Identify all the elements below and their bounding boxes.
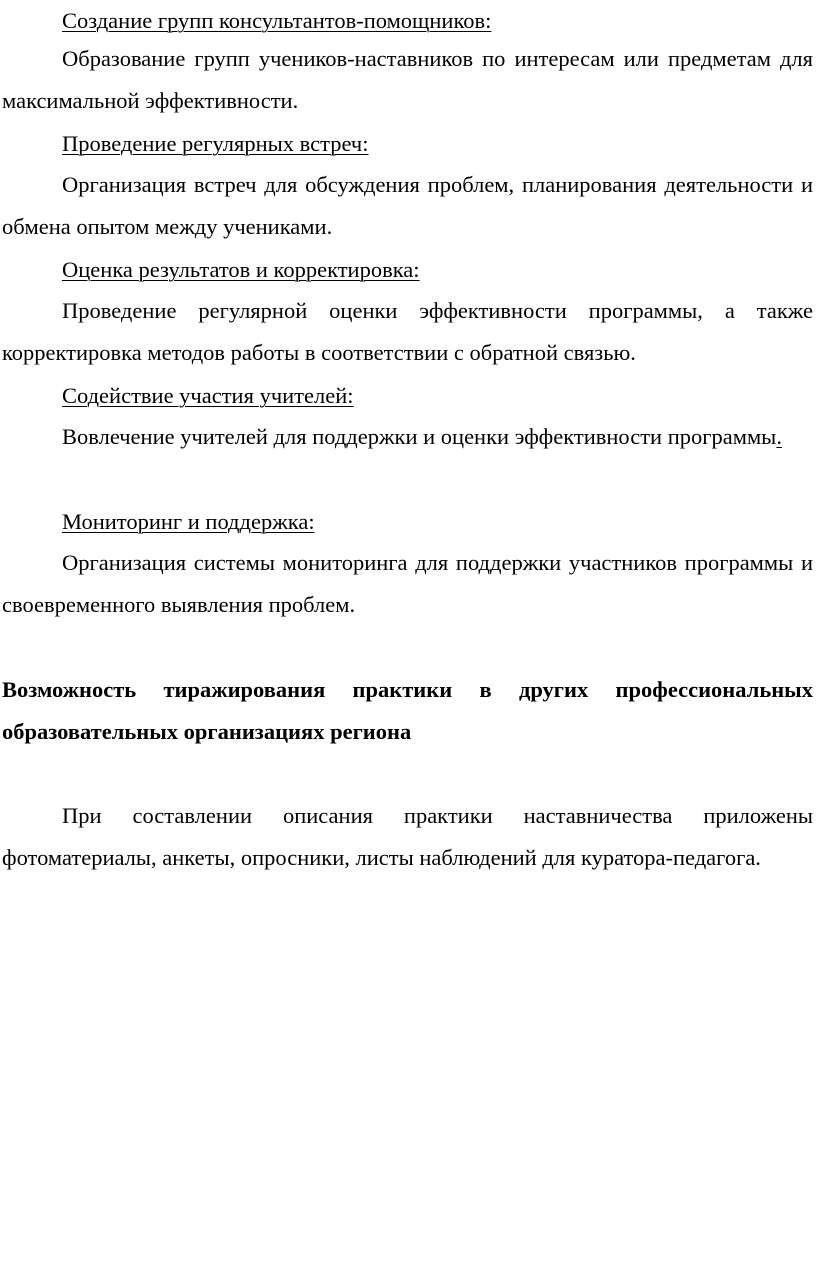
section-text-teacher-participation	[2, 416, 813, 458]
section-heading-regular-meetings: Проведение регулярных встреч:	[62, 131, 369, 156]
section-text-monitoring: Организация системы мониторинга для поддержки участников программы и своевременного выявления проблем.	[2, 550, 813, 617]
section-heading-teacher-participation: Содействие участия учителей:	[62, 383, 354, 408]
section-text-regular-meetings: Организация встреч для обсуждения проблем, планирования деятельности и обмена опытом между учениками.	[2, 172, 813, 239]
section-heading-evaluation: Оценка результатов и корректировка:	[62, 257, 420, 282]
section-text-teacher-participation-body: Вовлечение учителей для поддержки и оценки эффективности программы	[62, 424, 777, 449]
section-text-evaluation: Проведение регулярной оценки эффективности программы, а также корректировка методов работы в соответствии с обратной связью.	[2, 298, 813, 365]
final-paragraph: При составлении описания практики наставничества приложены фотоматериалы, анкеты, опросники, листы наблюдений для куратора-педагога.	[2, 803, 813, 870]
section-text-teacher-participation-end: .	[776, 424, 782, 449]
section-heading-consultant-groups: Создание групп консультантов-помощников:	[62, 8, 492, 33]
bold-section-heading: Возможность тиражирования практики в других профессиональных образовательных организациях региона	[2, 677, 813, 744]
section-text-consultant-groups: Образование групп учеников-наставников по интересам или предметам для максимальной эффективности.	[2, 46, 813, 113]
section-heading-monitoring: Мониторинг и поддержка:	[62, 509, 315, 534]
